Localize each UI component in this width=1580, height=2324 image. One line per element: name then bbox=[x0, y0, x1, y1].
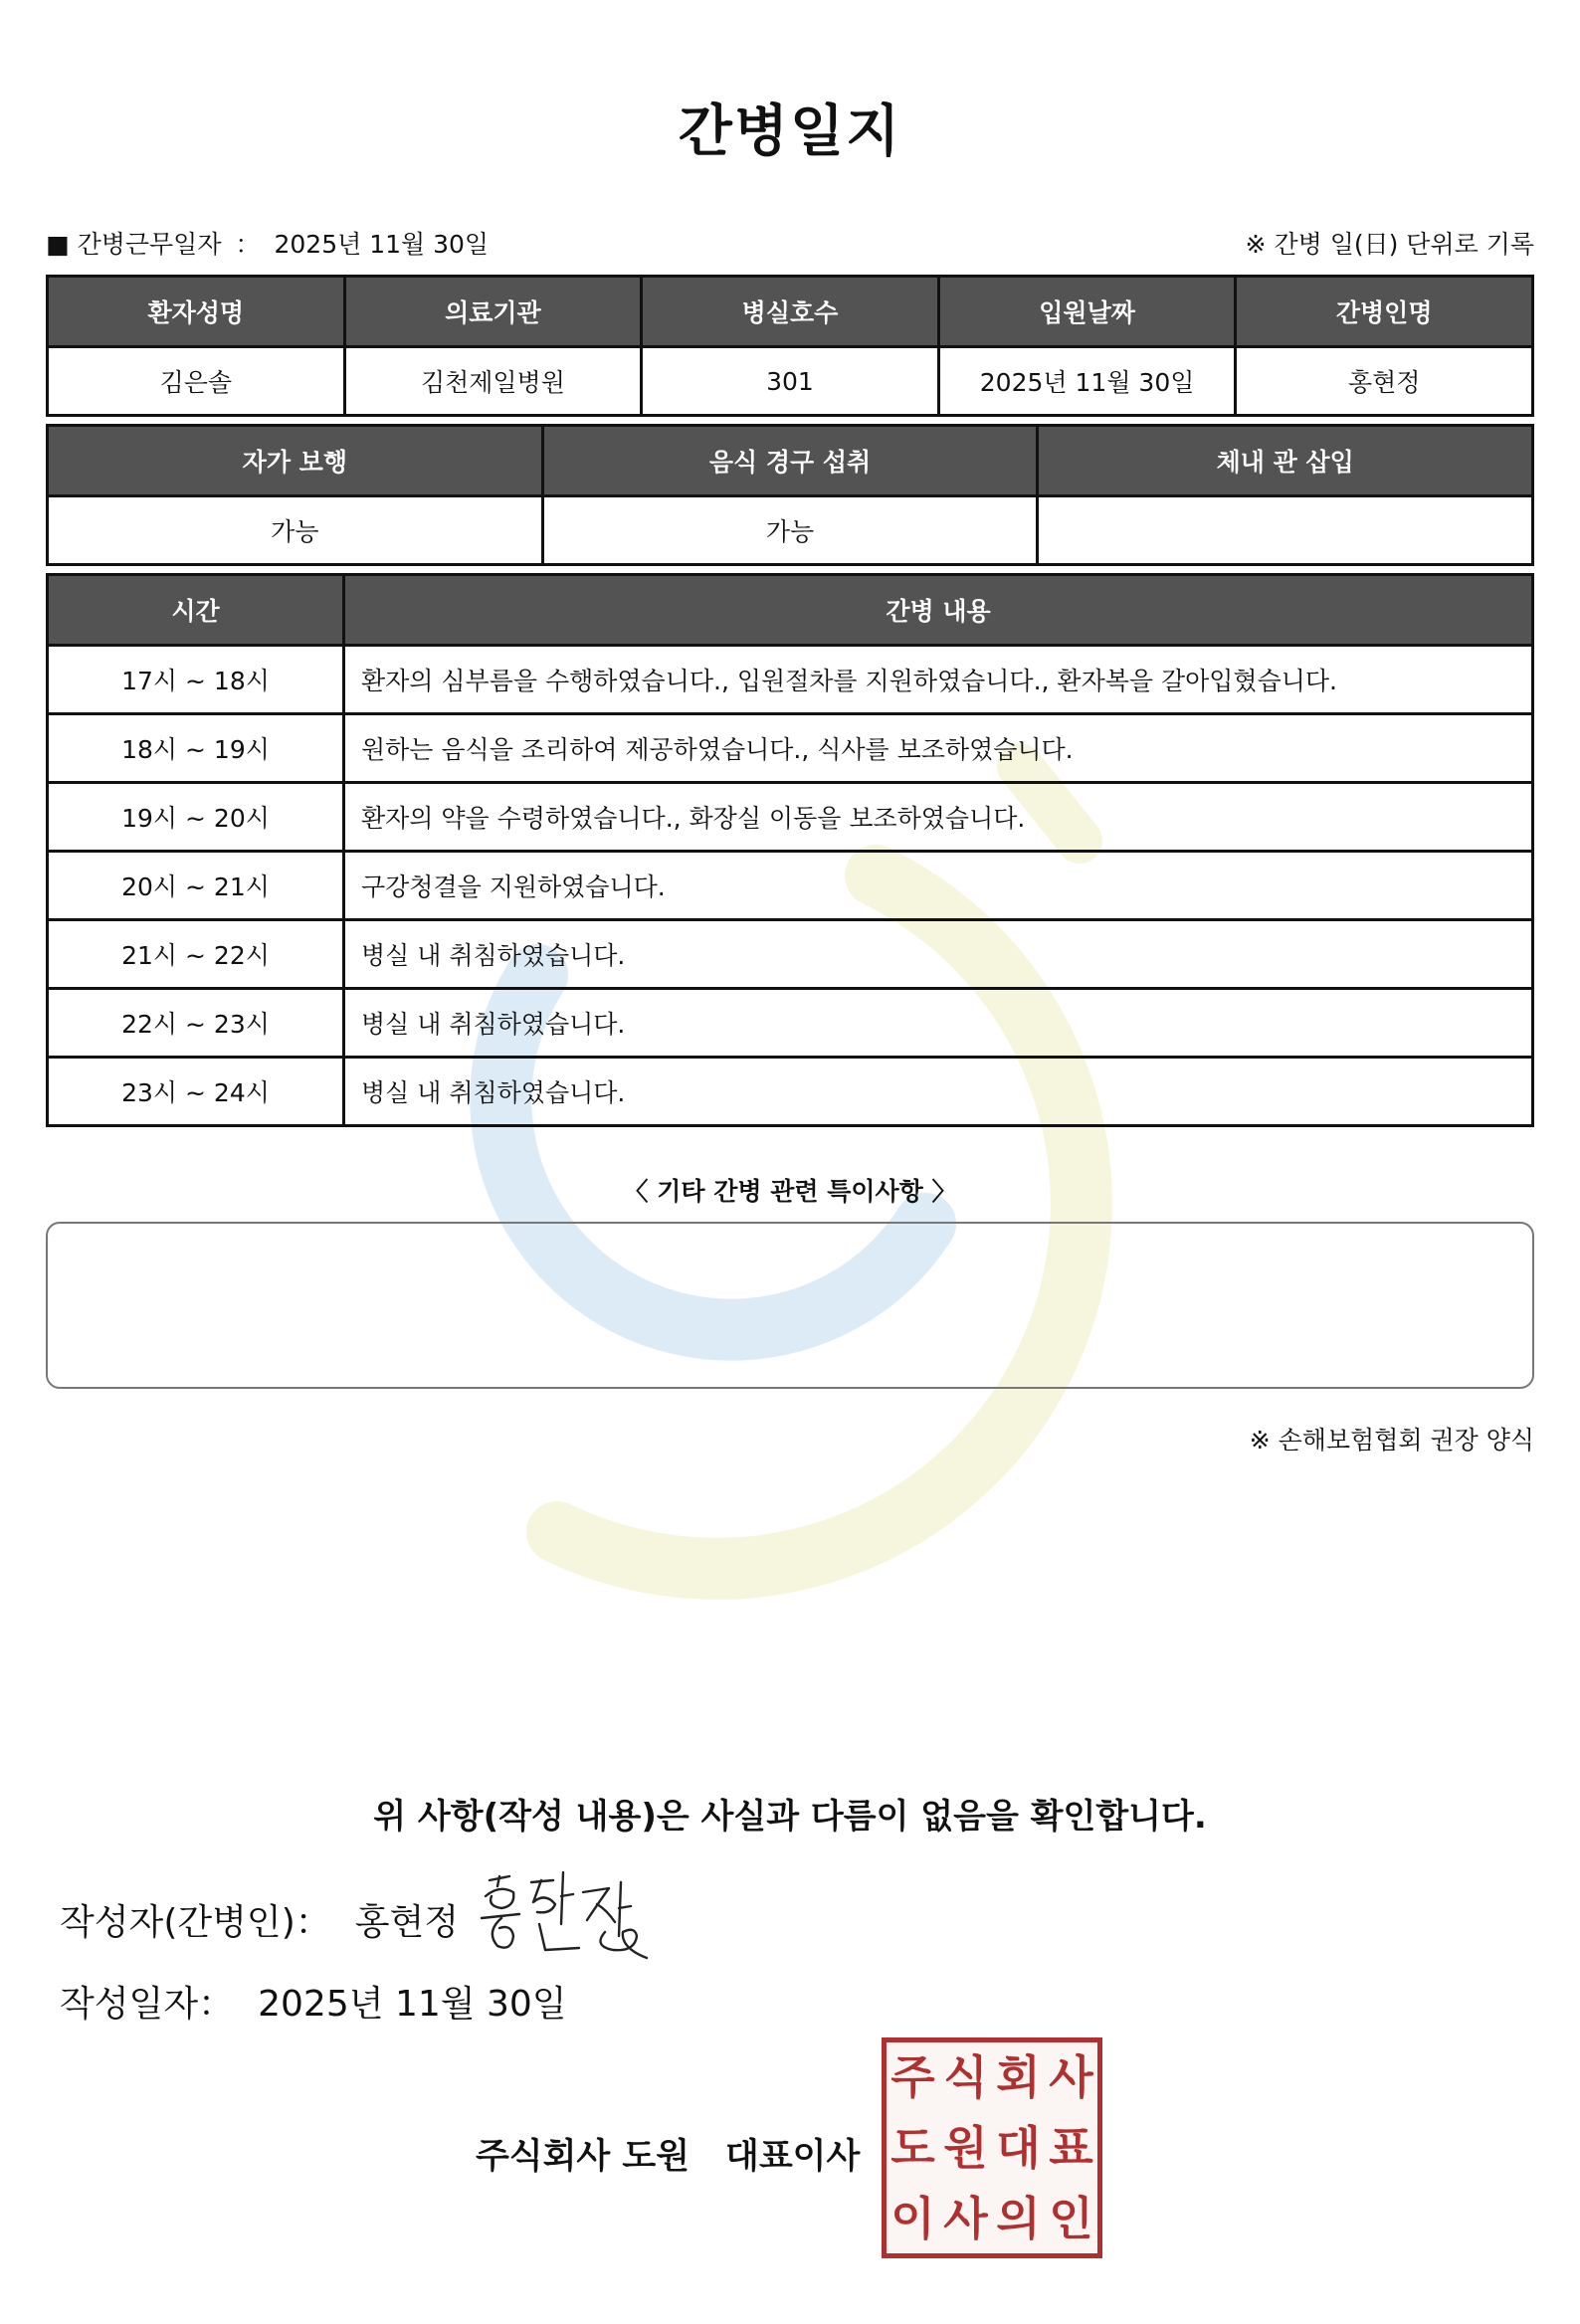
log-content: 병실 내 취침하였습니다. bbox=[344, 989, 1533, 1058]
remarks-box bbox=[46, 1222, 1534, 1389]
seal-char: 표 bbox=[1049, 2120, 1093, 2175]
room-number-value: 301 bbox=[642, 347, 939, 416]
log-content: 환자의 심부름을 수행하였습니다., 입원절차를 지원하였습니다., 환자복을 갈아입혔습니다. bbox=[344, 646, 1533, 714]
header-caregiver-name: 간병인명 bbox=[1236, 277, 1533, 347]
care-log-table bbox=[46, 573, 1534, 1127]
work-date-line bbox=[46, 225, 489, 261]
log-time: 17시 ~ 18시 bbox=[48, 646, 344, 714]
table-row bbox=[48, 852, 1533, 920]
header-room-number: 병실호수 bbox=[642, 277, 939, 347]
header-time: 시간 bbox=[48, 575, 344, 646]
patient-header-row bbox=[48, 277, 1533, 347]
table-row bbox=[48, 989, 1533, 1058]
patient-info-table bbox=[46, 275, 1534, 417]
work-date-colon: ： bbox=[235, 230, 261, 259]
remarks-title: 〈 기타 간병 관련 특이사항 〉 bbox=[623, 1177, 957, 1206]
patient-value-row bbox=[48, 347, 1533, 416]
patient-status-table bbox=[46, 424, 1534, 566]
author-label: 작성자(간병인)： bbox=[60, 1902, 331, 1943]
admission-date-value: 2025년 11월 30일 bbox=[938, 347, 1236, 416]
company-seal-stamp bbox=[882, 2037, 1102, 2258]
company-ceo-title: 대표이사 bbox=[725, 2137, 861, 2177]
caregiver-name-value: 홍현정 bbox=[1236, 347, 1533, 416]
log-time: 19시 ~ 20시 bbox=[48, 783, 344, 852]
seal-char: 식 bbox=[943, 2050, 988, 2105]
header-self-walking: 자가 보행 bbox=[48, 426, 543, 496]
log-time: 23시 ~ 24시 bbox=[48, 1058, 344, 1126]
handwritten-signature bbox=[476, 1862, 655, 1962]
company-line bbox=[476, 2129, 860, 2179]
log-time: 22시 ~ 23시 bbox=[48, 989, 344, 1058]
work-date-value: 2025년 11월 30일 bbox=[274, 230, 490, 259]
log-content: 구강청결을 지원하였습니다. bbox=[344, 852, 1533, 920]
table-row bbox=[48, 646, 1533, 714]
log-content: 병실 내 취침하였습니다. bbox=[344, 920, 1533, 989]
page-title: 간병일지 bbox=[678, 99, 902, 164]
company-name: 주식회사 도원 bbox=[476, 2137, 691, 2177]
hospital-value: 김천제일병원 bbox=[344, 347, 642, 416]
seal-char: 의 bbox=[996, 2191, 1041, 2245]
self-walking-value: 가능 bbox=[48, 496, 543, 565]
seal-char: 사 bbox=[1049, 2050, 1093, 2105]
seal-char: 인 bbox=[1049, 2191, 1093, 2245]
table-row bbox=[48, 1058, 1533, 1126]
work-date-label: ■ 간병근무일자 bbox=[46, 230, 222, 259]
log-content: 원하는 음식을 조리하여 제공하였습니다., 식사를 보조하였습니다. bbox=[344, 714, 1533, 783]
seal-char: 주 bbox=[890, 2050, 935, 2105]
oral-intake-value: 가능 bbox=[542, 496, 1038, 565]
status-header-row bbox=[48, 426, 1533, 496]
header-tube-insertion: 체내 관 삽입 bbox=[1038, 426, 1533, 496]
unit-note: ※ 간병 일(日) 단위로 기록 bbox=[1245, 230, 1534, 259]
seal-char: 회 bbox=[996, 2050, 1041, 2105]
author-line bbox=[60, 1894, 459, 1945]
written-date-line bbox=[60, 1976, 567, 2027]
log-content: 환자의 약을 수령하였습니다., 화장실 이동을 보조하였습니다. bbox=[344, 783, 1533, 852]
header-care-content: 간병 내용 bbox=[344, 575, 1533, 646]
seal-char: 사 bbox=[943, 2191, 988, 2245]
status-value-row bbox=[48, 496, 1533, 565]
log-time: 18시 ~ 19시 bbox=[48, 714, 344, 783]
tube-insertion-value bbox=[1038, 496, 1533, 565]
confirmation-statement: 위 사항(작성 내용)은 사실과 다름이 없음을 확인합니다. bbox=[373, 1797, 1207, 1837]
header-hospital: 의료기관 bbox=[344, 277, 642, 347]
seal-char: 대 bbox=[996, 2120, 1041, 2175]
header-admission-date: 입원날짜 bbox=[938, 277, 1236, 347]
log-time: 21시 ~ 22시 bbox=[48, 920, 344, 989]
log-header-row bbox=[48, 575, 1533, 646]
insurance-note: ※ 손해보험협회 권장 양식 bbox=[1249, 1426, 1534, 1454]
patient-name-value: 김은솔 bbox=[48, 347, 345, 416]
written-date-label: 작성일자： bbox=[60, 1984, 235, 2025]
seal-char: 도 bbox=[890, 2120, 935, 2175]
log-time: 20시 ~ 21시 bbox=[48, 852, 344, 920]
table-row bbox=[48, 783, 1533, 852]
written-date-value: 2025년 11월 30일 bbox=[258, 1984, 567, 2025]
header-oral-intake: 음식 경구 섭취 bbox=[542, 426, 1038, 496]
seal-char: 원 bbox=[943, 2120, 988, 2175]
table-row bbox=[48, 714, 1533, 783]
table-row bbox=[48, 920, 1533, 989]
log-content: 병실 내 취침하였습니다. bbox=[344, 1058, 1533, 1126]
header-patient-name: 환자성명 bbox=[48, 277, 345, 347]
author-name: 홍현정 bbox=[354, 1902, 460, 1943]
seal-char: 이 bbox=[890, 2191, 935, 2245]
